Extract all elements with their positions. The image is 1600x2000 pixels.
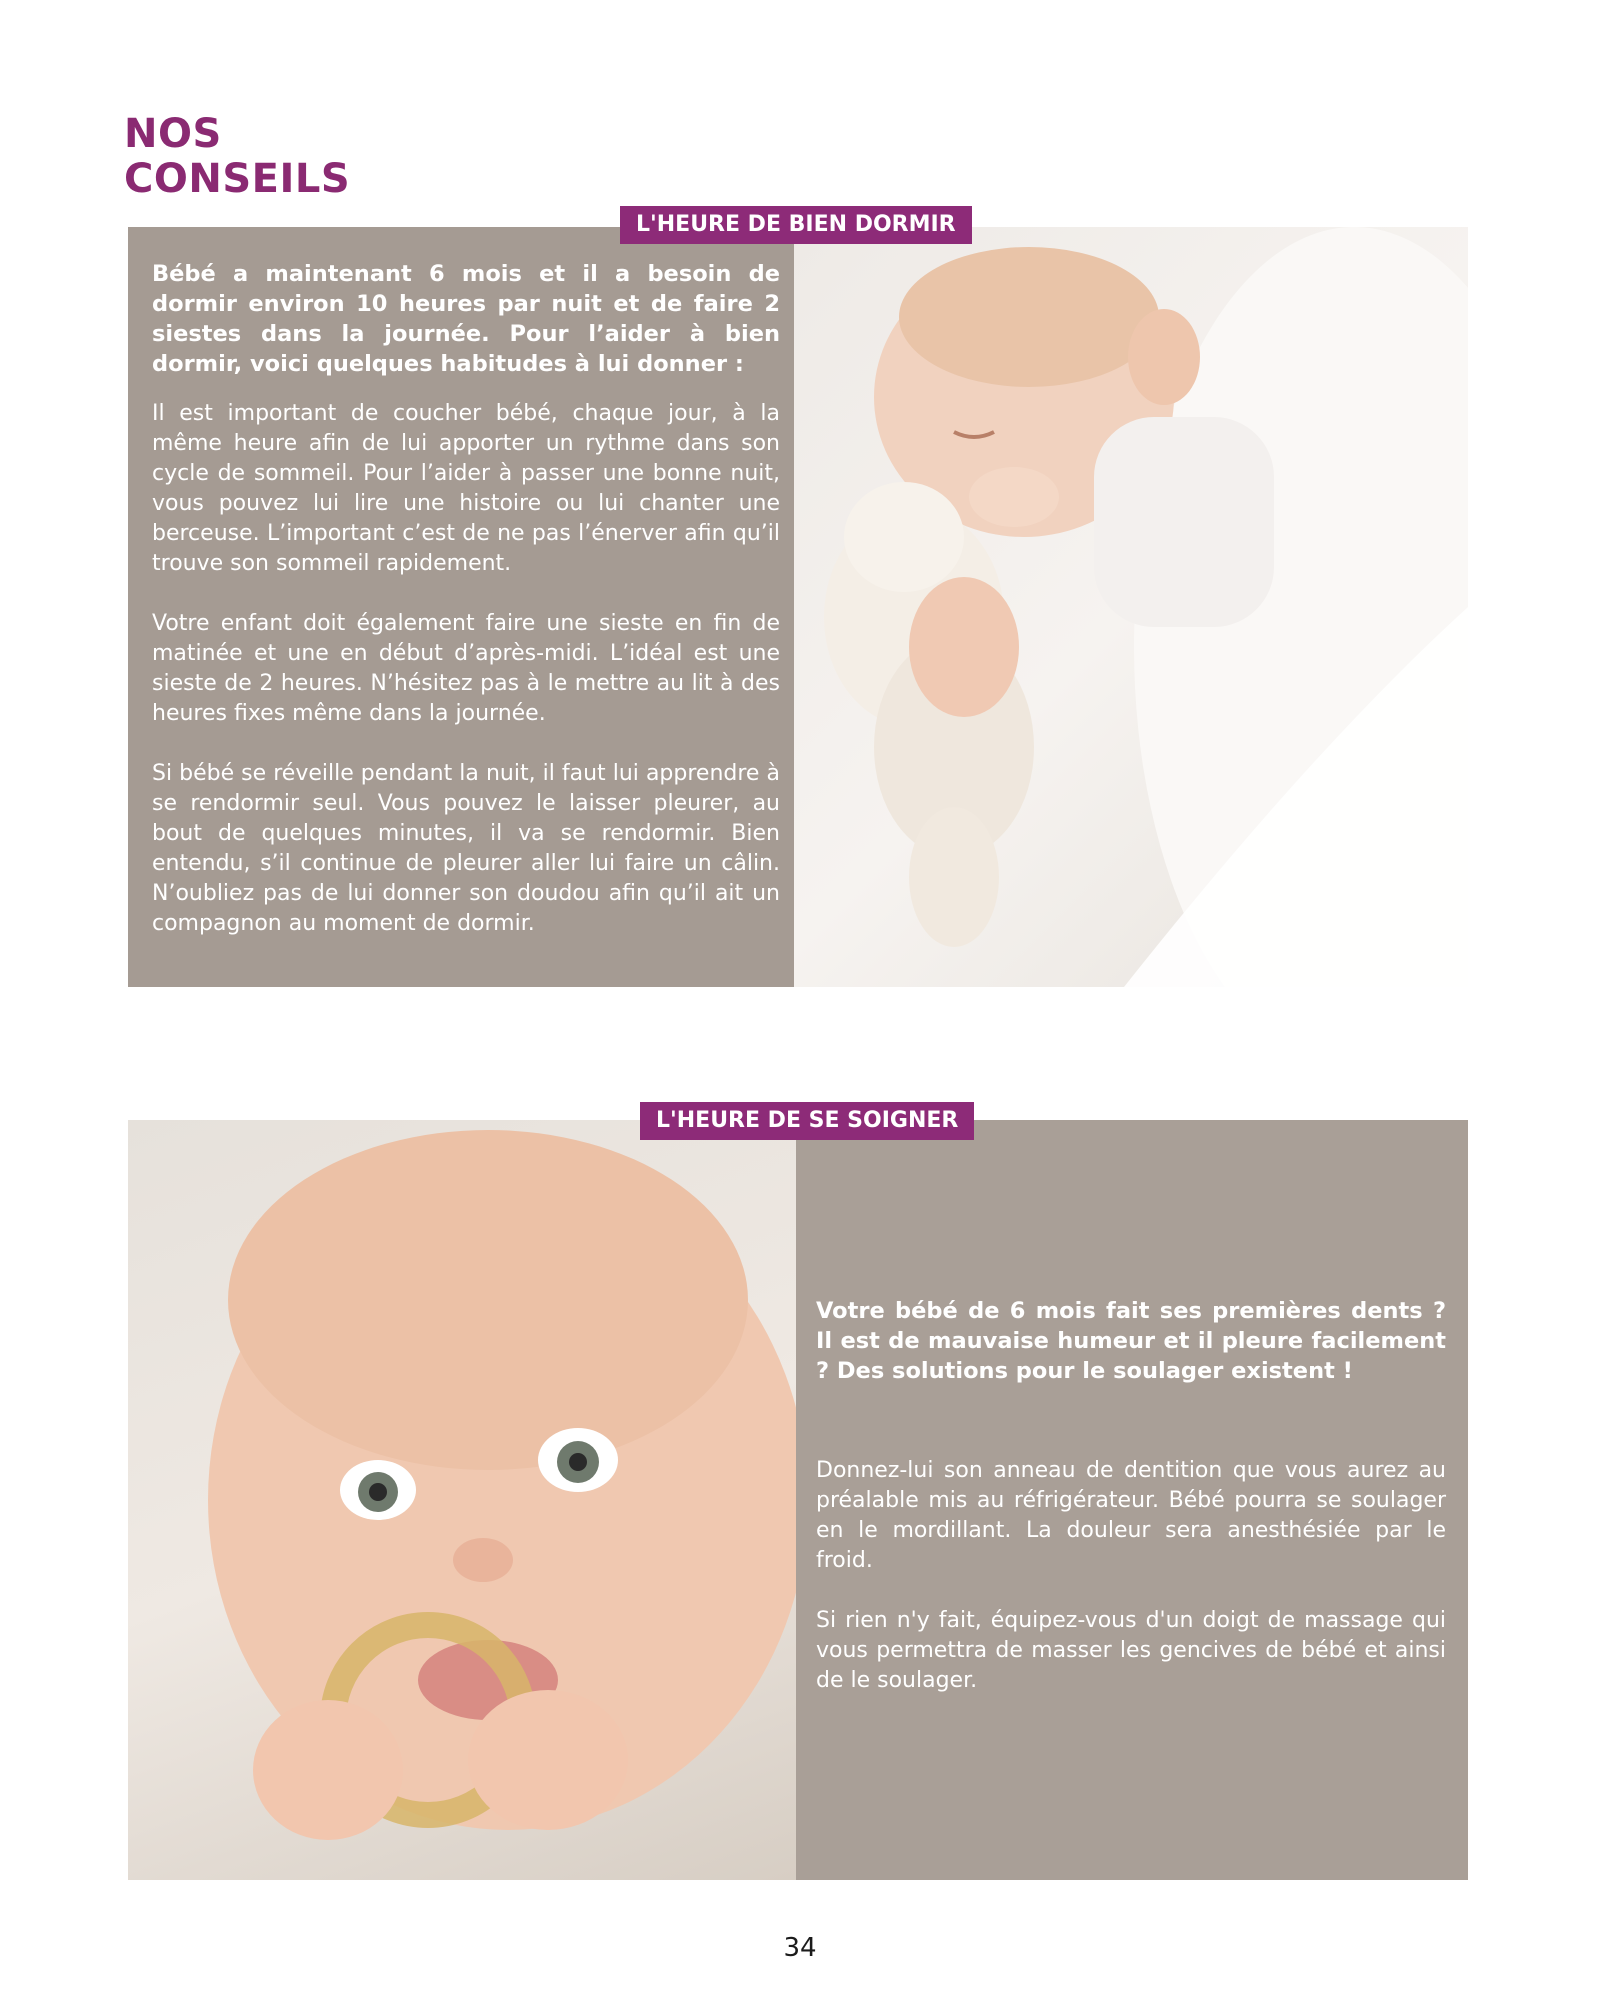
care-paragraph-2: Si rien n'y fait, équipez-vous d'un doigt de massage qui vous permettra de masser les gencives de bébé et ainsi de le soulager.	[816, 1608, 1446, 1693]
section-tag-care: L'HEURE DE SE SOIGNER	[640, 1102, 974, 1140]
title-line-1: NOS	[124, 111, 222, 157]
title-line-2: CONSEILS	[124, 156, 351, 202]
sleep-paragraph-3: Si bébé se réveille pendant la nuit, il faut lui apprendre à se rendormir seul. Vous pouvez le laisser pleurer, au bout de quelques minutes, il va se rendormir. Bien entendu, s’il continue de pleurer aller lui faire un câlin. N’oubliez pas de lui donner son doudou afin qu’il ait un compagnon au moment de dormir.	[152, 761, 780, 936]
sleeping-baby-photo	[794, 227, 1468, 987]
sleep-text-panel	[128, 227, 794, 987]
section-sleep	[128, 227, 1468, 987]
care-text-panel	[796, 1120, 1468, 1880]
sleep-paragraph-1: Il est important de coucher bébé, chaque jour, à la même heure afin de lui apporter un rythme dans son cycle de sommeil. Pour l’aider à passer une bonne nuit, vous pouvez lui lire une histoire ou lui chanter une berceuse. L’important c’est de ne pas l’énerver afin qu’il trouve son sommeil rapidement.	[152, 401, 780, 576]
sleeping-baby-illustration	[794, 227, 1468, 987]
sleep-paragraph-2: Votre enfant doit également faire une sieste en fin de matinée et une en début d’après-midi. L’idéal est une sieste de 2 heures. N’hésitez pas à le mettre au lit à des heures fixes même dans la journée.	[152, 611, 780, 726]
care-paragraph-1: Donnez-lui son anneau de dentition que vous aurez au préalable mis au réfrigérateur. Bébé pourra se soulager en le mordillant. La douleur sera anesthésiée par le froid.	[816, 1458, 1446, 1573]
sleep-intro: Bébé a maintenant 6 mois et il a besoin de dormir environ 10 heures par nuit et de faire 2 siestes dans la journée. Pour l’aider à bien dormir, voici quelques habitudes à lui donner :	[152, 261, 780, 377]
care-intro: Votre bébé de 6 mois fait ses premières dents ? Il est de mauvaise humeur et il pleure facilement ? Des solutions pour le soulager existent !	[816, 1298, 1446, 1384]
page-number: 34	[783, 1933, 817, 1963]
teething-baby-illustration	[128, 1120, 796, 1880]
teething-baby-photo	[128, 1120, 796, 1880]
page-title	[124, 112, 350, 202]
section-tag-sleep: L'HEURE DE BIEN DORMIR	[620, 206, 972, 244]
section-care	[128, 1120, 1468, 1880]
